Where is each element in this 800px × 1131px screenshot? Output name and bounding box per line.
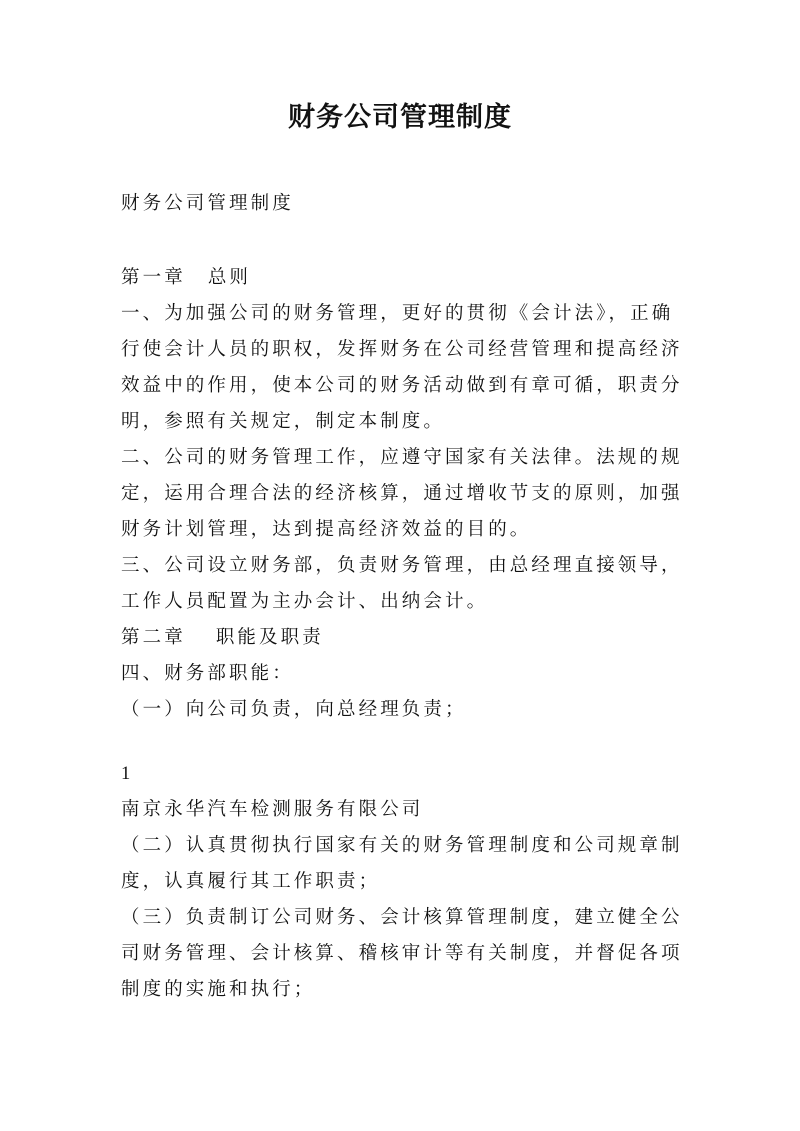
chapter-2-name: 职能及职责 xyxy=(215,627,324,648)
paragraph-3-line: 工作人员配置为主办会计、出纳会计。 xyxy=(121,591,489,612)
chapter-2-prefix: 第二章 xyxy=(121,627,186,648)
paragraph-1-line: 一、为加强公司的财务管理，更好的贯彻《会计法》，正确 xyxy=(121,303,674,324)
item-1-line: （一）向公司负责，向总经理负责； xyxy=(121,699,467,720)
chapter-1-heading xyxy=(121,260,691,296)
item-2-line: 度，认真履行其工作职责； xyxy=(121,871,381,892)
page-number: 1 xyxy=(121,764,131,784)
item-3-line: （三）负责制订公司财务、会计核算管理制度，建立健全公 xyxy=(121,907,683,928)
paragraph-4-line: 四、财务部职能： xyxy=(121,663,294,684)
paragraph-2-line: 财务计划管理，达到提高经济效益的目的。 xyxy=(121,519,532,540)
paragraph-2-line: 二、公司的财务管理工作，应遵守国家有关法律。法规的规 xyxy=(121,447,683,468)
paragraph-1-line: 明，参照有关规定，制定本制度。 xyxy=(121,411,446,432)
item-3-line: 司财务管理、会计核算、稽核审计等有关制度，并督促各项 xyxy=(121,943,683,964)
company-name: 南京永华汽车检测服务有限公司 xyxy=(121,799,424,820)
paragraph-1-line: 行使会计人员的职权，发挥财务在公司经营管理和提高经济 xyxy=(121,339,683,360)
item-3-line: 制度的实施和执行； xyxy=(121,979,316,1000)
document-body xyxy=(121,260,691,728)
paragraph-3-line: 三、公司设立财务部，负责财务管理，由总经理直接领导， xyxy=(121,555,683,576)
paragraph-1-line: 效益中的作用，使本公司的财务活动做到有章可循，职责分 xyxy=(121,375,683,396)
chapter-1-name: 总则 xyxy=(207,267,252,288)
document-subtitle xyxy=(121,186,691,222)
subtitle-line: 财务公司管理制度 xyxy=(121,193,294,214)
item-2-line: （二）认真贯彻执行国家有关的财务管理制度和公司规章制 xyxy=(121,835,683,856)
document-body-continued xyxy=(121,756,691,1008)
chapter-2-heading xyxy=(121,620,691,656)
chapter-1-prefix: 第一章 xyxy=(121,267,186,288)
document-title: 财务公司管理制度 xyxy=(288,102,512,133)
paragraph-2-line: 定，运用合理合法的经济核算，通过增收节支的原则，加强 xyxy=(121,483,683,504)
